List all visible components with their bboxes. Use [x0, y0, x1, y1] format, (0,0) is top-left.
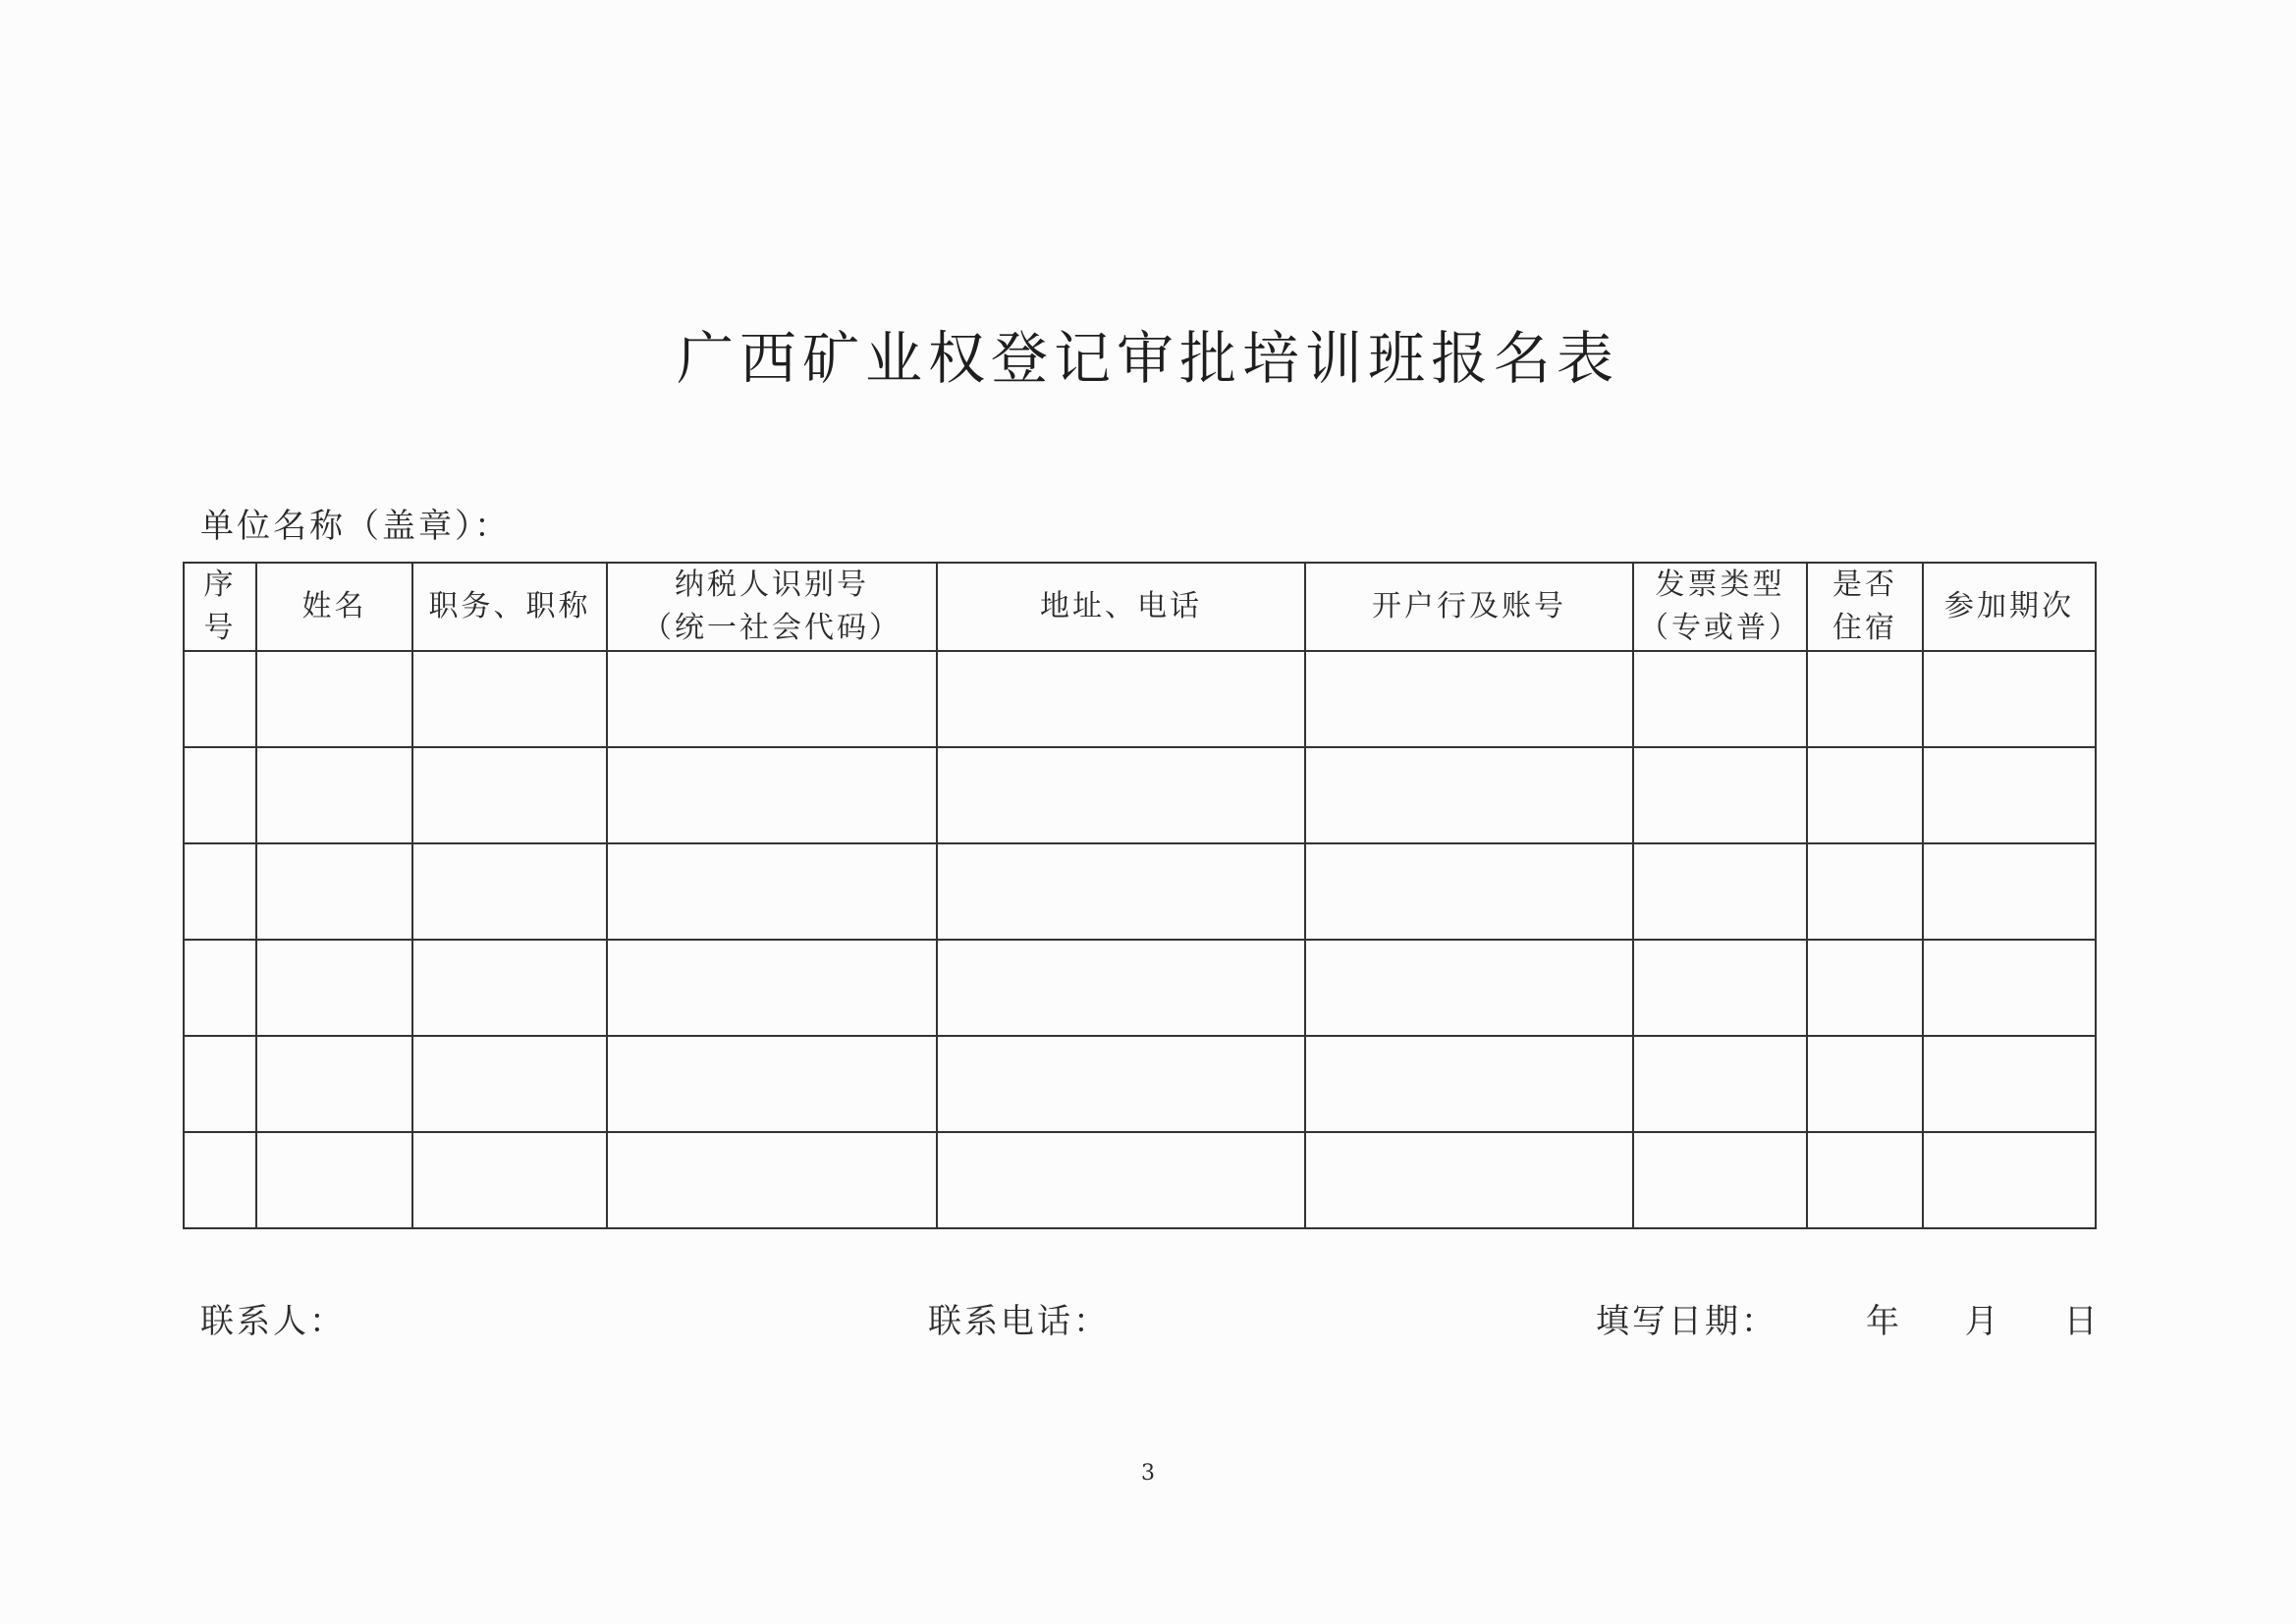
table-cell[interactable]: [1633, 651, 1807, 747]
table-cell[interactable]: [412, 1132, 607, 1228]
table-cell[interactable]: [1305, 651, 1633, 747]
table-cell[interactable]: [937, 1036, 1305, 1132]
table-cell[interactable]: [1807, 651, 1923, 747]
header-taxpayer-id: 纳税人识别号 （统一社会代码）: [607, 563, 937, 651]
table-cell[interactable]: [1807, 747, 1923, 843]
header-invoice-type: 发票类型 （专或普）: [1633, 563, 1807, 651]
table-cell[interactable]: [1633, 747, 1807, 843]
contact-person-label: 联系人：: [200, 1302, 346, 1341]
table-cell[interactable]: [1923, 1036, 2096, 1132]
table-cell[interactable]: [1923, 1132, 2096, 1228]
table-cell[interactable]: [412, 940, 607, 1036]
table-cell[interactable]: [1923, 940, 2096, 1036]
table-cell[interactable]: [256, 843, 412, 940]
table-cell[interactable]: [412, 1036, 607, 1132]
unit-name-label: 单位名称（盖章）：: [200, 507, 511, 546]
table-cell[interactable]: [184, 651, 256, 747]
table-cell[interactable]: [184, 1036, 256, 1132]
table-cell[interactable]: [412, 843, 607, 940]
table-cell[interactable]: [412, 747, 607, 843]
table-row: [184, 1036, 2096, 1132]
table-cell[interactable]: [1807, 843, 1923, 940]
table-cell[interactable]: [1305, 747, 1633, 843]
table-cell[interactable]: [1305, 1132, 1633, 1228]
header-session: 参加期次: [1923, 563, 2096, 651]
table-cell[interactable]: [937, 1132, 1305, 1228]
contact-phone-label: 联系电话：: [928, 1302, 1110, 1341]
table-cell[interactable]: [607, 1036, 937, 1132]
header-serial-number: 序 号: [184, 563, 256, 651]
header-accommodation: 是否 住宿: [1807, 563, 1923, 651]
table-cell[interactable]: [256, 747, 412, 843]
table-cell[interactable]: [1807, 1036, 1923, 1132]
table-cell[interactable]: [184, 747, 256, 843]
table-row: [184, 1132, 2096, 1228]
table-cell[interactable]: [607, 747, 937, 843]
table-cell[interactable]: [1923, 843, 2096, 940]
registration-table: [183, 562, 2097, 1229]
table-cell[interactable]: [607, 651, 937, 747]
table-row: [184, 843, 2096, 940]
table-cell[interactable]: [256, 1132, 412, 1228]
table-cell[interactable]: [937, 747, 1305, 843]
table-cell[interactable]: [1923, 651, 2096, 747]
table-cell[interactable]: [256, 1036, 412, 1132]
table-cell[interactable]: [184, 843, 256, 940]
table-cell[interactable]: [1633, 1132, 1807, 1228]
date-fields: 年 月 日: [1866, 1302, 2101, 1341]
table-cell[interactable]: [1305, 843, 1633, 940]
table-cell[interactable]: [1923, 747, 2096, 843]
table-cell[interactable]: [256, 651, 412, 747]
table-cell[interactable]: [184, 940, 256, 1036]
header-bank-account: 开户行及账号: [1305, 563, 1633, 651]
table-cell[interactable]: [184, 1132, 256, 1228]
table-cell[interactable]: [607, 940, 937, 1036]
table-cell[interactable]: [1633, 1036, 1807, 1132]
header-name: 姓名: [256, 563, 412, 651]
fill-date-label: 填写日期：: [1596, 1302, 1777, 1341]
header-address-phone: 地址、电话: [937, 563, 1305, 651]
table-cell[interactable]: [1807, 1132, 1923, 1228]
fill-date: [1596, 1294, 2101, 1342]
table-row: [184, 651, 2096, 747]
table-header-row: [184, 563, 2096, 651]
form-title: 广西矿业权登记审批培训班报名表: [676, 325, 1619, 392]
table-cell[interactable]: [256, 940, 412, 1036]
header-position-title: 职务、职称: [412, 563, 607, 651]
table-cell[interactable]: [1633, 843, 1807, 940]
table-cell[interactable]: [937, 651, 1305, 747]
table-cell[interactable]: [607, 1132, 937, 1228]
table-cell[interactable]: [412, 651, 607, 747]
table-row: [184, 940, 2096, 1036]
table-cell[interactable]: [607, 843, 937, 940]
page-number: 3: [1141, 1461, 1155, 1486]
table-cell[interactable]: [937, 940, 1305, 1036]
table-cell[interactable]: [1633, 940, 1807, 1036]
table-cell[interactable]: [1305, 1036, 1633, 1132]
table-row: [184, 747, 2096, 843]
table-cell[interactable]: [1305, 940, 1633, 1036]
table-cell[interactable]: [1807, 940, 1923, 1036]
table-cell[interactable]: [937, 843, 1305, 940]
